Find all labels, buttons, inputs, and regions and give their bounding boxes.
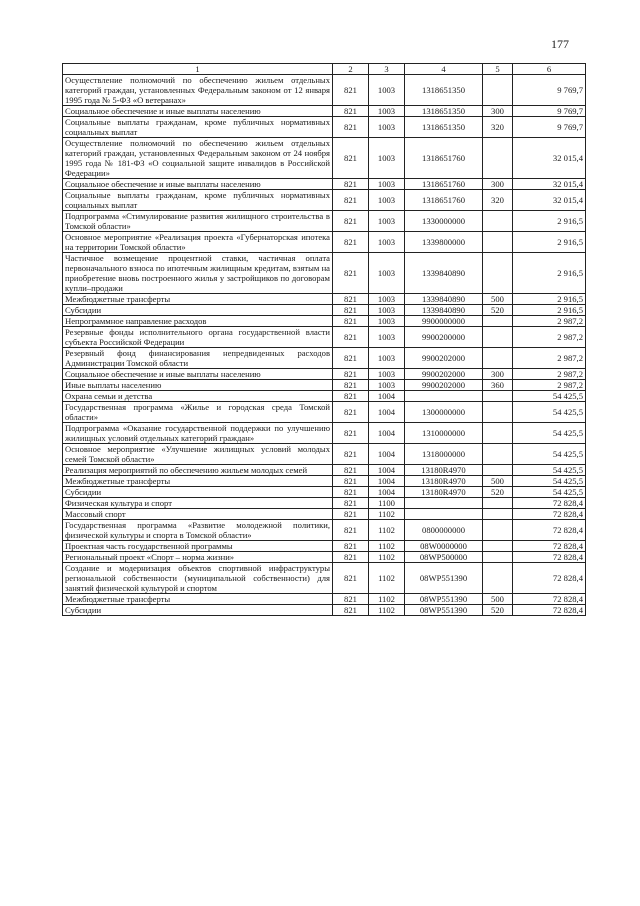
row-name-cell: Частичное возмещение процентной ставки, частичная оплата первоначального взноса по ипотечным жилищным кредитам, взятым на приобретение вновь построенного жилья у застройщиков по договорам купли–продажи [63, 253, 333, 294]
row-expense-type-cell [483, 563, 513, 594]
row-admin-code-cell: 821 [333, 444, 369, 465]
row-target-code-cell: 9900202000 [405, 380, 483, 391]
row-name-cell: Основное мероприятие «Улучшение жилищных условий молодых семей Томской области» [63, 444, 333, 465]
row-expense-type-cell: 300 [483, 369, 513, 380]
table-row [63, 253, 586, 294]
table-row [63, 305, 586, 316]
row-expense-type-cell: 360 [483, 380, 513, 391]
row-expense-type-cell: 520 [483, 605, 513, 616]
row-section-code-cell: 1003 [369, 211, 405, 232]
row-name-cell: Физическая культура и спорт [63, 498, 333, 509]
row-target-code-cell: 9900200000 [405, 327, 483, 348]
row-expense-type-cell: 500 [483, 294, 513, 305]
row-name-cell: Социальное обеспечение и иные выплаты населению [63, 369, 333, 380]
row-expense-type-cell: 520 [483, 487, 513, 498]
row-target-code-cell: 1339840890 [405, 253, 483, 294]
row-section-code-cell: 1102 [369, 605, 405, 616]
row-name-cell: Подпрограмма «Стимулирование развития жилищного строительства в Томской области» [63, 211, 333, 232]
row-amount-cell: 2 987,2 [513, 327, 586, 348]
row-target-code-cell: 1339840890 [405, 305, 483, 316]
row-admin-code-cell: 821 [333, 423, 369, 444]
row-target-code-cell: 08WP551390 [405, 594, 483, 605]
row-section-code-cell: 1100 [369, 498, 405, 509]
column-header: 1 [63, 64, 333, 75]
table-row [63, 498, 586, 509]
row-expense-type-cell [483, 552, 513, 563]
row-amount-cell: 72 828,4 [513, 541, 586, 552]
table-row [63, 402, 586, 423]
row-section-code-cell: 1102 [369, 541, 405, 552]
row-name-cell: Субсидии [63, 605, 333, 616]
table-row [63, 444, 586, 465]
row-amount-cell: 32 015,4 [513, 190, 586, 211]
row-admin-code-cell: 821 [333, 487, 369, 498]
row-amount-cell: 72 828,4 [513, 520, 586, 541]
row-amount-cell: 72 828,4 [513, 552, 586, 563]
row-admin-code-cell: 821 [333, 520, 369, 541]
row-target-code-cell: 1318000000 [405, 444, 483, 465]
row-name-cell: Межбюджетные трансферты [63, 294, 333, 305]
row-section-code-cell: 1003 [369, 369, 405, 380]
row-amount-cell: 72 828,4 [513, 509, 586, 520]
row-amount-cell: 2 987,2 [513, 369, 586, 380]
row-target-code-cell: 08WP551390 [405, 563, 483, 594]
table-row [63, 541, 586, 552]
row-section-code-cell: 1003 [369, 316, 405, 327]
row-expense-type-cell: 320 [483, 190, 513, 211]
row-amount-cell: 72 828,4 [513, 594, 586, 605]
row-expense-type-cell: 300 [483, 179, 513, 190]
row-name-cell: Межбюджетные трансферты [63, 594, 333, 605]
row-amount-cell: 2 987,2 [513, 316, 586, 327]
row-amount-cell: 9 769,7 [513, 106, 586, 117]
row-amount-cell: 2 916,5 [513, 211, 586, 232]
row-amount-cell: 54 425,5 [513, 444, 586, 465]
row-name-cell: Охрана семьи и детства [63, 391, 333, 402]
table-row [63, 465, 586, 476]
row-expense-type-cell: 520 [483, 305, 513, 316]
row-name-cell: Проектная часть государственной программы [63, 541, 333, 552]
row-section-code-cell: 1003 [369, 327, 405, 348]
row-target-code-cell: 1318651350 [405, 75, 483, 106]
row-section-code-cell: 1003 [369, 117, 405, 138]
row-expense-type-cell [483, 465, 513, 476]
row-admin-code-cell: 821 [333, 211, 369, 232]
row-target-code-cell: 1310000000 [405, 423, 483, 444]
row-section-code-cell: 1003 [369, 253, 405, 294]
row-admin-code-cell: 821 [333, 348, 369, 369]
row-amount-cell: 2 916,5 [513, 232, 586, 253]
table-row [63, 106, 586, 117]
row-section-code-cell: 1003 [369, 380, 405, 391]
row-target-code-cell: 0800000000 [405, 520, 483, 541]
row-name-cell: Региональный проект «Спорт – норма жизни» [63, 552, 333, 563]
row-name-cell: Резервный фонд финансирования непредвиденных расходов Администрации Томской области [63, 348, 333, 369]
table-row [63, 369, 586, 380]
column-header: 4 [405, 64, 483, 75]
row-name-cell: Социальные выплаты гражданам, кроме публичных нормативных социальных выплат [63, 190, 333, 211]
row-section-code-cell: 1003 [369, 190, 405, 211]
table-row [63, 605, 586, 616]
row-name-cell: Субсидии [63, 487, 333, 498]
row-amount-cell: 2 987,2 [513, 380, 586, 391]
table-row [63, 327, 586, 348]
row-admin-code-cell: 821 [333, 305, 369, 316]
row-amount-cell: 54 425,5 [513, 423, 586, 444]
row-target-code-cell: 13180R4970 [405, 465, 483, 476]
table-row [63, 294, 586, 305]
table-row [63, 391, 586, 402]
row-name-cell: Социальное обеспечение и иные выплаты населению [63, 106, 333, 117]
row-section-code-cell: 1003 [369, 138, 405, 179]
table-row [63, 211, 586, 232]
row-section-code-cell: 1102 [369, 563, 405, 594]
row-expense-type-cell [483, 348, 513, 369]
row-amount-cell: 54 425,5 [513, 402, 586, 423]
row-expense-type-cell [483, 498, 513, 509]
row-expense-type-cell: 500 [483, 476, 513, 487]
row-name-cell: Основное мероприятие «Реализация проекта «Губернаторская ипотека на территории Томской области» [63, 232, 333, 253]
row-name-cell: Подпрограмма «Оказание государственной поддержки по улучшению жилищных условий отдельных категорий граждан» [63, 423, 333, 444]
table-row [63, 117, 586, 138]
row-admin-code-cell: 821 [333, 552, 369, 563]
row-section-code-cell: 1003 [369, 179, 405, 190]
row-target-code-cell [405, 391, 483, 402]
row-name-cell: Социальные выплаты гражданам, кроме публичных нормативных социальных выплат [63, 117, 333, 138]
row-section-code-cell: 1102 [369, 594, 405, 605]
column-header: 3 [369, 64, 405, 75]
row-expense-type-cell [483, 541, 513, 552]
row-section-code-cell: 1004 [369, 402, 405, 423]
row-admin-code-cell: 821 [333, 402, 369, 423]
table-row [63, 509, 586, 520]
row-target-code-cell: 1318651760 [405, 190, 483, 211]
row-name-cell: Создание и модернизация объектов спортивной инфраструктуры региональной собственности (муниципальной собственности) для занятий физической культурой и спортом [63, 563, 333, 594]
row-amount-cell: 32 015,4 [513, 138, 586, 179]
row-amount-cell: 54 425,5 [513, 476, 586, 487]
row-target-code-cell: 1300000000 [405, 402, 483, 423]
row-section-code-cell: 1004 [369, 423, 405, 444]
row-name-cell: Непрограммное направление расходов [63, 316, 333, 327]
row-name-cell: Государственная программа «Жилье и городская среда Томской области» [63, 402, 333, 423]
header-row [63, 64, 586, 75]
table-row [63, 138, 586, 179]
row-name-cell: Реализация мероприятий по обеспечению жильем молодых семей [63, 465, 333, 476]
row-target-code-cell: 1318651350 [405, 106, 483, 117]
row-target-code-cell: 9900000000 [405, 316, 483, 327]
budget-table [62, 63, 586, 616]
row-target-code-cell: 1318651350 [405, 117, 483, 138]
row-admin-code-cell: 821 [333, 541, 369, 552]
row-section-code-cell: 1004 [369, 444, 405, 465]
row-expense-type-cell [483, 509, 513, 520]
row-section-code-cell: 1102 [369, 509, 405, 520]
row-name-cell: Осуществление полномочий по обеспечению жильем отдельных категорий граждан, установленных Федеральным законом от 24 ноября 1995 года № 181-ФЗ «О социальной защите инвалидов в Российской Федерации» [63, 138, 333, 179]
row-amount-cell: 2 916,5 [513, 305, 586, 316]
row-amount-cell: 72 828,4 [513, 498, 586, 509]
row-name-cell: Социальное обеспечение и иные выплаты населению [63, 179, 333, 190]
table-row [63, 179, 586, 190]
row-expense-type-cell [483, 327, 513, 348]
row-amount-cell: 54 425,5 [513, 487, 586, 498]
row-admin-code-cell: 821 [333, 563, 369, 594]
row-target-code-cell: 1339800000 [405, 232, 483, 253]
column-header: 6 [513, 64, 586, 75]
row-target-code-cell: 1339840890 [405, 294, 483, 305]
table-row [63, 552, 586, 563]
row-admin-code-cell: 821 [333, 498, 369, 509]
row-target-code-cell [405, 509, 483, 520]
row-section-code-cell: 1102 [369, 552, 405, 563]
row-amount-cell: 72 828,4 [513, 605, 586, 616]
column-header: 2 [333, 64, 369, 75]
row-expense-type-cell [483, 316, 513, 327]
row-section-code-cell: 1004 [369, 487, 405, 498]
row-amount-cell: 9 769,7 [513, 117, 586, 138]
row-admin-code-cell: 821 [333, 476, 369, 487]
row-amount-cell: 2 987,2 [513, 348, 586, 369]
page-number: 177 [551, 37, 569, 51]
row-amount-cell: 54 425,5 [513, 465, 586, 476]
row-expense-type-cell [483, 253, 513, 294]
row-amount-cell: 54 425,5 [513, 391, 586, 402]
row-name-cell: Государственная программа «Развитие молодежной политики, физической культуры и спорта в Томской области» [63, 520, 333, 541]
row-target-code-cell: 08W0000000 [405, 541, 483, 552]
row-section-code-cell: 1003 [369, 75, 405, 106]
table-row [63, 476, 586, 487]
row-expense-type-cell [483, 402, 513, 423]
row-target-code-cell: 1318651760 [405, 179, 483, 190]
row-admin-code-cell: 821 [333, 380, 369, 391]
row-section-code-cell: 1003 [369, 348, 405, 369]
row-admin-code-cell: 821 [333, 465, 369, 476]
row-amount-cell: 9 769,7 [513, 75, 586, 106]
row-name-cell: Межбюджетные трансферты [63, 476, 333, 487]
table-row [63, 190, 586, 211]
row-amount-cell: 2 916,5 [513, 294, 586, 305]
table-row [63, 75, 586, 106]
row-amount-cell: 2 916,5 [513, 253, 586, 294]
table-row [63, 348, 586, 369]
row-expense-type-cell: 500 [483, 594, 513, 605]
row-target-code-cell: 1330000000 [405, 211, 483, 232]
row-target-code-cell: 08WP551390 [405, 605, 483, 616]
row-admin-code-cell: 821 [333, 327, 369, 348]
row-section-code-cell: 1004 [369, 391, 405, 402]
row-admin-code-cell: 821 [333, 391, 369, 402]
row-amount-cell: 32 015,4 [513, 179, 586, 190]
row-section-code-cell: 1003 [369, 305, 405, 316]
row-admin-code-cell: 821 [333, 138, 369, 179]
row-expense-type-cell [483, 138, 513, 179]
table-row [63, 380, 586, 391]
row-admin-code-cell: 821 [333, 605, 369, 616]
row-section-code-cell: 1003 [369, 232, 405, 253]
table-row [63, 423, 586, 444]
row-admin-code-cell: 821 [333, 316, 369, 327]
row-target-code-cell [405, 498, 483, 509]
row-amount-cell: 72 828,4 [513, 563, 586, 594]
row-admin-code-cell: 821 [333, 232, 369, 253]
row-expense-type-cell [483, 391, 513, 402]
row-expense-type-cell: 300 [483, 106, 513, 117]
row-target-code-cell: 9900202000 [405, 348, 483, 369]
table-row [63, 594, 586, 605]
table-row [63, 520, 586, 541]
row-section-code-cell: 1003 [369, 294, 405, 305]
row-expense-type-cell [483, 444, 513, 465]
row-expense-type-cell [483, 211, 513, 232]
row-section-code-cell: 1004 [369, 465, 405, 476]
row-admin-code-cell: 821 [333, 294, 369, 305]
row-expense-type-cell [483, 232, 513, 253]
row-target-code-cell: 13180R4970 [405, 487, 483, 498]
row-expense-type-cell [483, 75, 513, 106]
row-target-code-cell: 1318651760 [405, 138, 483, 179]
table-row [63, 487, 586, 498]
row-target-code-cell: 13180R4970 [405, 476, 483, 487]
row-name-cell: Резервные фонды исполнительного органа государственной власти субъекта Российской Федерации [63, 327, 333, 348]
table-row [63, 232, 586, 253]
row-name-cell: Субсидии [63, 305, 333, 316]
row-admin-code-cell: 821 [333, 179, 369, 190]
row-target-code-cell: 08WP500000 [405, 552, 483, 563]
row-admin-code-cell: 821 [333, 509, 369, 520]
row-target-code-cell: 9900202000 [405, 369, 483, 380]
row-expense-type-cell: 320 [483, 117, 513, 138]
row-expense-type-cell [483, 520, 513, 541]
row-expense-type-cell [483, 423, 513, 444]
row-section-code-cell: 1003 [369, 106, 405, 117]
row-section-code-cell: 1102 [369, 520, 405, 541]
row-admin-code-cell: 821 [333, 253, 369, 294]
row-admin-code-cell: 821 [333, 106, 369, 117]
row-admin-code-cell: 821 [333, 75, 369, 106]
table-row [63, 563, 586, 594]
column-header: 5 [483, 64, 513, 75]
table-row [63, 316, 586, 327]
row-section-code-cell: 1004 [369, 476, 405, 487]
row-name-cell: Массовый спорт [63, 509, 333, 520]
row-admin-code-cell: 821 [333, 594, 369, 605]
row-admin-code-cell: 821 [333, 369, 369, 380]
row-admin-code-cell: 821 [333, 190, 369, 211]
row-admin-code-cell: 821 [333, 117, 369, 138]
row-name-cell: Осуществление полномочий по обеспечению жильем отдельных категорий граждан, установленных Федеральным законом от 12 января 1995 года № 5-ФЗ «О ветеранах» [63, 75, 333, 106]
row-name-cell: Иные выплаты населению [63, 380, 333, 391]
